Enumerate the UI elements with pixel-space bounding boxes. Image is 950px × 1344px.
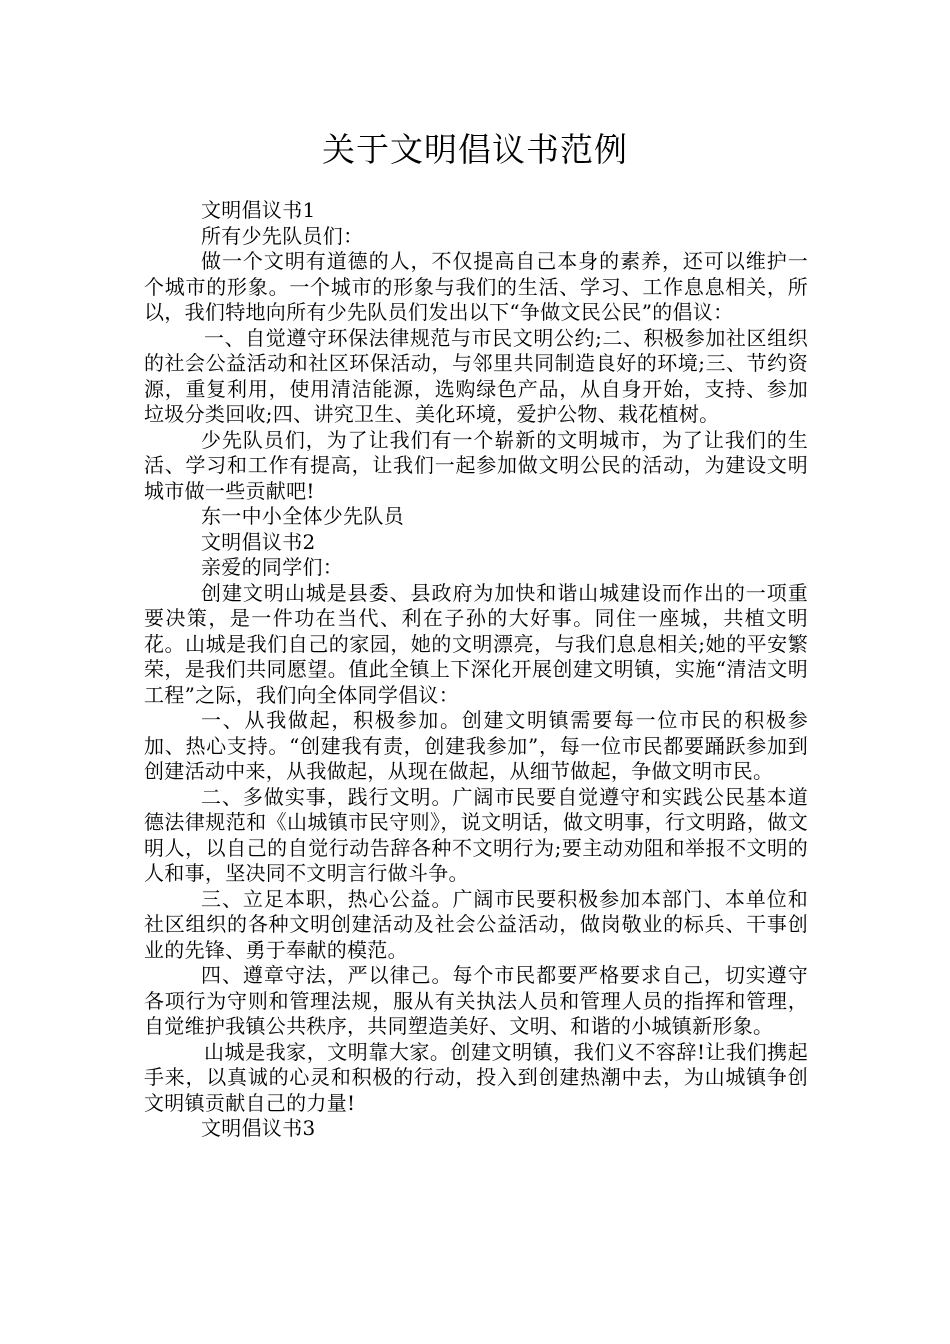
signature-line: 东一中小全体少先队员 [201, 504, 404, 528]
paragraph: 创建文明山城是县委、县政府为加快和谐山城建设而作出的一项重要决策，是一件功在当代、利在子孙的大好事。同住一座城，共植文明花。山城是我们自己的家园，她的文明漂亮，与我们息息相关;她的平安繁荣，是我们共同愿望。值此全镇上下深化开展创建文明镇，实施“清洁文明工程”之际，我们向全体同学倡议： [144, 580, 808, 707]
paragraph: 三、立足本职，热心公益。广阔市民要积极参加本部门、本单位和社区组织的各种文明创建活动及社会公益活动，做岗敬业的标兵、干事创业的先锋、勇于奉献的模范。 [144, 886, 808, 962]
document-title: 关于文明倡议书范例 [322, 130, 628, 169]
document-body [144, 198, 808, 1142]
section-heading-2: 文明倡议书2 [201, 529, 316, 554]
salutation-2: 亲爱的同学们： [201, 555, 344, 579]
paragraph: 一、自觉遵守环保法律规范与市民文明公约;二、积极参加社区组织的社会公益活动和社区环保活动，与邻里共同制造良好的环境;三、节约资源，重复利用，使用清洁能源，选购绿色产品，从自身开始，支持、参加垃圾分类回收;四、讲究卫生、美化环境，爱护公物、栽花植树。 [144, 325, 808, 426]
paragraph: 四、遵章守法，严以律己。每个市民都要严格要求自己，切实遵守各项行为守则和管理法规，服从有关执法人员和管理人员的指挥和管理，自觉维护我镇公共秩序，共同塑造美好、文明、和谐的小城镇新形象。 [144, 963, 808, 1038]
paragraph: 做一个文明有道德的人，不仅提高自己本身的素养，还可以维护一个城市的形象。一个城市的形象与我们的生活、学习、工作息息相关，所以，我们特地向所有少先队员们发出以下“争做文民公民”的倡议： [144, 249, 808, 324]
paragraph: 山城是我家，文明靠大家。创建文明镇，我们义不容辞!让我们携起手来，以真诚的心灵和积极的行动，投入到创建热潮中去，为山城镇争创文明镇贡献自己的力量! [144, 1039, 808, 1115]
section-heading-3: 文明倡议书3 [201, 1116, 316, 1140]
salutation-1: 所有少先队员们： [201, 223, 364, 248]
paragraph: 二、多做实事，践行文明。广阔市民要自觉遵守和实践公民基本道德法律规范和《山城镇市民守则》，说文明话，做文明事，行文明路，做文明人，以自己的自觉行动告辞各种不文明行为;要主动劝阻和举报不文明的人和事，坚决同不文明言行做斗争。 [144, 784, 808, 885]
paragraph: 一、从我做起，积极参加。创建文明镇需要每一位市民的积极参加、热心支持。“创建我有责，创建我参加”，每一位市民都要踊跃参加到创建活动中来，从我做起，从现在做起，从细节做起，争做文明市民。 [144, 708, 808, 783]
paragraph: 少先队员们，为了让我们有一个崭新的文明城市，为了让我们的生活、学习和工作有提高，让我们一起参加做文明公民的活动，为建设文明城市做一些贡献吧! [144, 427, 808, 503]
section-heading-1: 文明倡议书1 [201, 198, 316, 222]
